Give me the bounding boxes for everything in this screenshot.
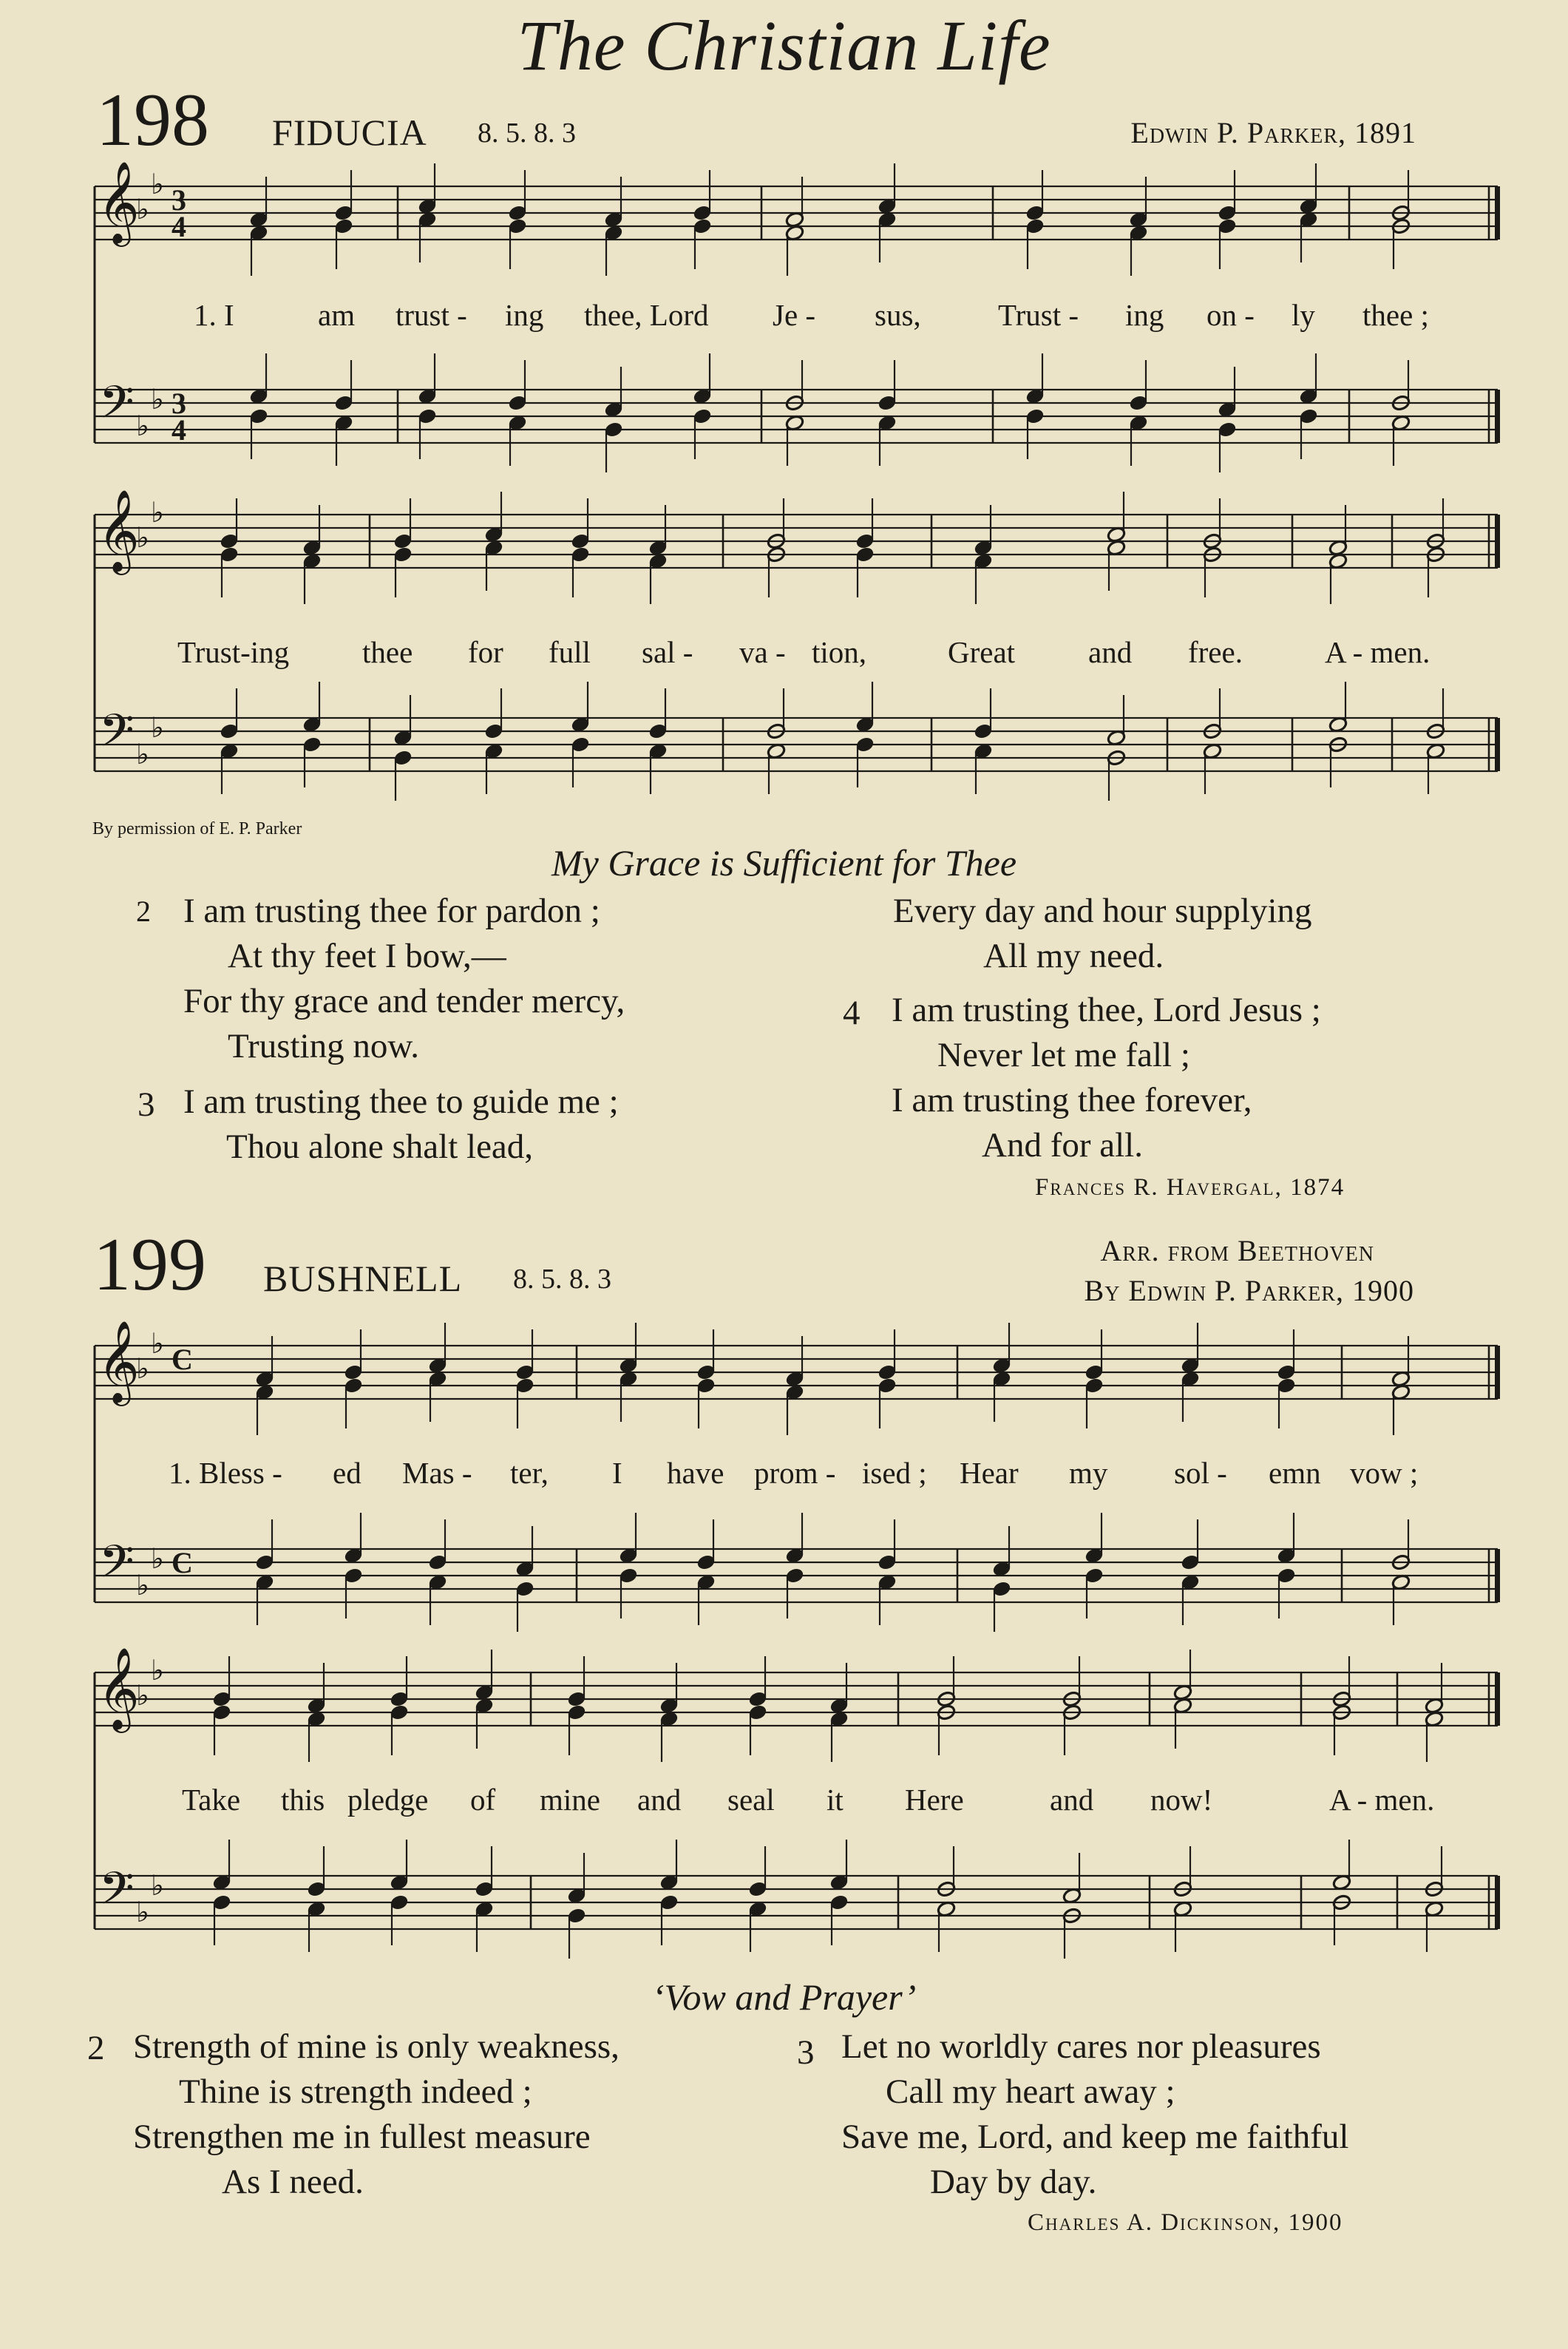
verse-line: I am trusting thee to guide me ;: [183, 1082, 619, 1121]
flat-icon: ♭: [136, 738, 149, 770]
verse-line: Save me, Lord, and keep me faithful: [841, 2118, 1349, 2156]
hymn-199-arranger-credit: By Edwin P. Parker, 1900: [1084, 1274, 1414, 1307]
lyric-syllable: A - men.: [1329, 1783, 1435, 1817]
hymn-199-verse-2: [87, 2024, 620, 2205]
hymn-199-meter: 8. 5. 8. 3: [513, 1264, 611, 1295]
lyric-syllable: of: [470, 1783, 496, 1817]
verse-line: Every day and hour supplying: [893, 892, 1312, 930]
time-signature: C: [172, 1546, 193, 1579]
lyric-syllable: Trust-ing: [177, 635, 290, 669]
verse-line: I am trusting thee for pardon ;: [183, 892, 600, 930]
lyric-syllable: 1. Bless -: [169, 1456, 282, 1490]
hymn-198-author: Frances R. Havergal, 1874: [1035, 1174, 1345, 1201]
hymn-198-verse-3: [138, 1079, 619, 1170]
lyric-syllable: and: [637, 1783, 682, 1817]
lyric-syllable: ed: [333, 1456, 362, 1490]
lyric-syllable: have: [667, 1456, 724, 1490]
flat-icon: ♭: [151, 496, 164, 529]
hymn-199-number: 199: [93, 1223, 206, 1306]
flat-icon: ♭: [136, 1352, 149, 1385]
lyric-syllable: I: [612, 1456, 622, 1490]
flat-icon: ♭: [136, 410, 149, 442]
verse-number: 4: [843, 994, 861, 1032]
time-signature: C: [172, 1343, 193, 1376]
hymn-199-author: Charles A. Dickinson, 1900: [1028, 2209, 1343, 2236]
final-barline: [1495, 1549, 1500, 1602]
final-barline: [1495, 515, 1500, 568]
lyric-syllable: prom -: [754, 1456, 836, 1490]
lyric-syllable: for: [468, 635, 503, 669]
lyric-syllable: Je -: [773, 298, 816, 332]
section-title: The Christian Life: [517, 6, 1051, 85]
verse-line: Thou alone shalt lead,: [226, 1128, 534, 1166]
hymn-199-verse-3: [797, 2024, 1348, 2205]
verse-line: Let no worldly cares nor pleasures: [841, 2027, 1321, 2066]
lyric-syllable: seal: [727, 1783, 775, 1817]
flat-icon: ♭: [136, 193, 149, 226]
lyric-syllable: vow ;: [1350, 1456, 1419, 1490]
verse-number: 3: [797, 2033, 815, 2072]
verse-line: Thine is strength indeed ;: [179, 2072, 532, 2111]
verse-line: As I need.: [222, 2163, 364, 2201]
time-signature: 3: [172, 183, 186, 217]
flat-icon: ♭: [151, 1654, 164, 1687]
treble-clef-icon: 𝄞: [98, 1320, 140, 1403]
flat-icon: ♭: [151, 168, 164, 200]
lyric-syllable: now!: [1150, 1783, 1213, 1817]
lyric-syllable: thee: [362, 635, 413, 669]
hymn-198-verse-title: My Grace is Sufficient for Thee: [551, 842, 1017, 884]
lyric-syllable: thee ;: [1362, 298, 1429, 332]
treble-clef-icon: 𝄞: [98, 160, 140, 243]
flat-icon: ♭: [151, 1869, 164, 1902]
verse-number: 2: [87, 2029, 105, 2067]
hymn-198-tune-name: FIDUCIA: [272, 112, 427, 153]
treble-clef-icon: 𝄞: [98, 489, 140, 572]
flat-icon: ♭: [151, 383, 164, 416]
flat-icon: ♭: [151, 1327, 164, 1360]
verse-line: Call my heart away ;: [886, 2072, 1175, 2111]
lyric-syllable: Trust -: [998, 298, 1079, 332]
lyric-syllable: on -: [1206, 298, 1255, 332]
hymn-199-tune-name: BUSHNELL: [263, 1258, 463, 1299]
bass-clef-icon: 𝄢: [99, 1862, 135, 1926]
lyric-syllable: sol -: [1174, 1456, 1227, 1490]
lyric-syllable: sus,: [875, 298, 921, 332]
lyric-syllable: Hear: [960, 1456, 1019, 1490]
hymn-199-verse-title: ‘Vow and Prayer’: [651, 1976, 917, 2018]
lyric-syllable: A - men.: [1325, 635, 1430, 669]
lyric-syllable: pledge: [347, 1783, 429, 1817]
hymn-199-lyrics-line-1: [0, 1455, 1568, 1492]
flat-icon: ♭: [136, 1569, 149, 1601]
hymn-198-lyrics-line-2: [0, 634, 1568, 671]
lyric-syllable: Take: [182, 1783, 241, 1817]
bass-clef-icon: 𝄢: [99, 376, 135, 440]
lyric-syllable: full: [549, 635, 591, 669]
lyric-syllable: 1. I: [194, 298, 234, 332]
lyric-syllable: ing: [505, 298, 544, 332]
verse-line: And for all.: [982, 1126, 1143, 1165]
verse-line: Never let me fall ;: [937, 1036, 1190, 1074]
hymn-198-number: 198: [96, 78, 209, 162]
lyric-syllable: trust -: [396, 298, 467, 332]
lyric-syllable: Here: [905, 1783, 964, 1817]
verse-number: 3: [138, 1085, 155, 1124]
final-barline: [1495, 1346, 1500, 1399]
lyric-syllable: ter,: [510, 1456, 549, 1490]
hymn-198-lyrics-line-1: [0, 297, 1568, 334]
lyric-syllable: am: [318, 298, 356, 332]
lyric-syllable: ly: [1292, 298, 1315, 332]
hymn-199-lyrics-line-2: [0, 1782, 1568, 1819]
hymn-199-arranger: Arr. from Beethoven: [1100, 1234, 1374, 1267]
lyric-syllable: and: [1050, 1783, 1094, 1817]
final-barline: [1495, 390, 1500, 443]
hymn-198-verse-2: [138, 889, 625, 1069]
lyric-syllable: ised ;: [862, 1456, 927, 1490]
verse-number: 2: [136, 895, 151, 928]
bass-clef-icon: 𝄢: [99, 1536, 135, 1599]
verse-line: I am trusting thee forever,: [892, 1081, 1252, 1119]
flat-icon: ♭: [151, 1542, 164, 1575]
lyric-syllable: ing: [1125, 298, 1164, 332]
final-barline: [1495, 1876, 1500, 1929]
lyric-syllable: va -: [739, 635, 786, 669]
lyric-syllable: tion,: [812, 635, 867, 669]
lyric-syllable: Great: [948, 635, 1016, 669]
treble-clef-icon: 𝄞: [98, 1647, 140, 1729]
lyric-syllable: and: [1088, 635, 1133, 669]
hymn-198-composer: Edwin P. Parker, 1891: [1130, 116, 1416, 149]
flat-icon: ♭: [151, 711, 164, 744]
lyric-syllable: this: [281, 1783, 325, 1817]
verse-line: For thy grace and tender mercy,: [183, 982, 625, 1020]
lyric-syllable: free.: [1188, 635, 1243, 669]
final-barline: [1495, 1672, 1500, 1726]
verse-line: Strengthen me in fullest measure: [133, 2118, 591, 2156]
verse-line: Day by day.: [930, 2163, 1097, 2201]
flat-icon: ♭: [136, 1679, 149, 1712]
bass-clef-icon: 𝄢: [99, 705, 135, 768]
time-signature: 4: [172, 210, 186, 243]
flat-icon: ♭: [136, 1896, 149, 1928]
time-signature: 3: [172, 387, 186, 420]
lyric-syllable: it: [827, 1783, 844, 1817]
final-barline: [1495, 718, 1500, 771]
hymn-198-meter: 8. 5. 8. 3: [478, 118, 576, 149]
verse-line: At thy feet I bow,—: [228, 937, 506, 975]
lyric-syllable: sal -: [642, 635, 693, 669]
lyric-syllable: my: [1069, 1456, 1108, 1490]
hymn-198-verse-4: [843, 988, 1321, 1168]
lyric-syllable: emn: [1269, 1456, 1321, 1490]
verse-line: I am trusting thee, Lord Jesus ;: [892, 991, 1321, 1029]
flat-icon: ♭: [136, 521, 149, 554]
final-barline: [1495, 186, 1500, 240]
lyric-syllable: mine: [540, 1783, 600, 1817]
verse-line: Trusting now.: [228, 1027, 420, 1065]
lyric-syllable: thee, Lord: [584, 298, 709, 332]
hymn-198-verse-3-continued: [893, 889, 1312, 979]
verse-line: All my need.: [983, 937, 1164, 975]
lyric-syllable: Mas -: [402, 1456, 472, 1490]
time-signature: 4: [172, 413, 186, 447]
verse-line: Strength of mine is only weakness,: [133, 2027, 620, 2066]
hymn-198-permission-note: By permission of E. P. Parker: [92, 819, 302, 838]
